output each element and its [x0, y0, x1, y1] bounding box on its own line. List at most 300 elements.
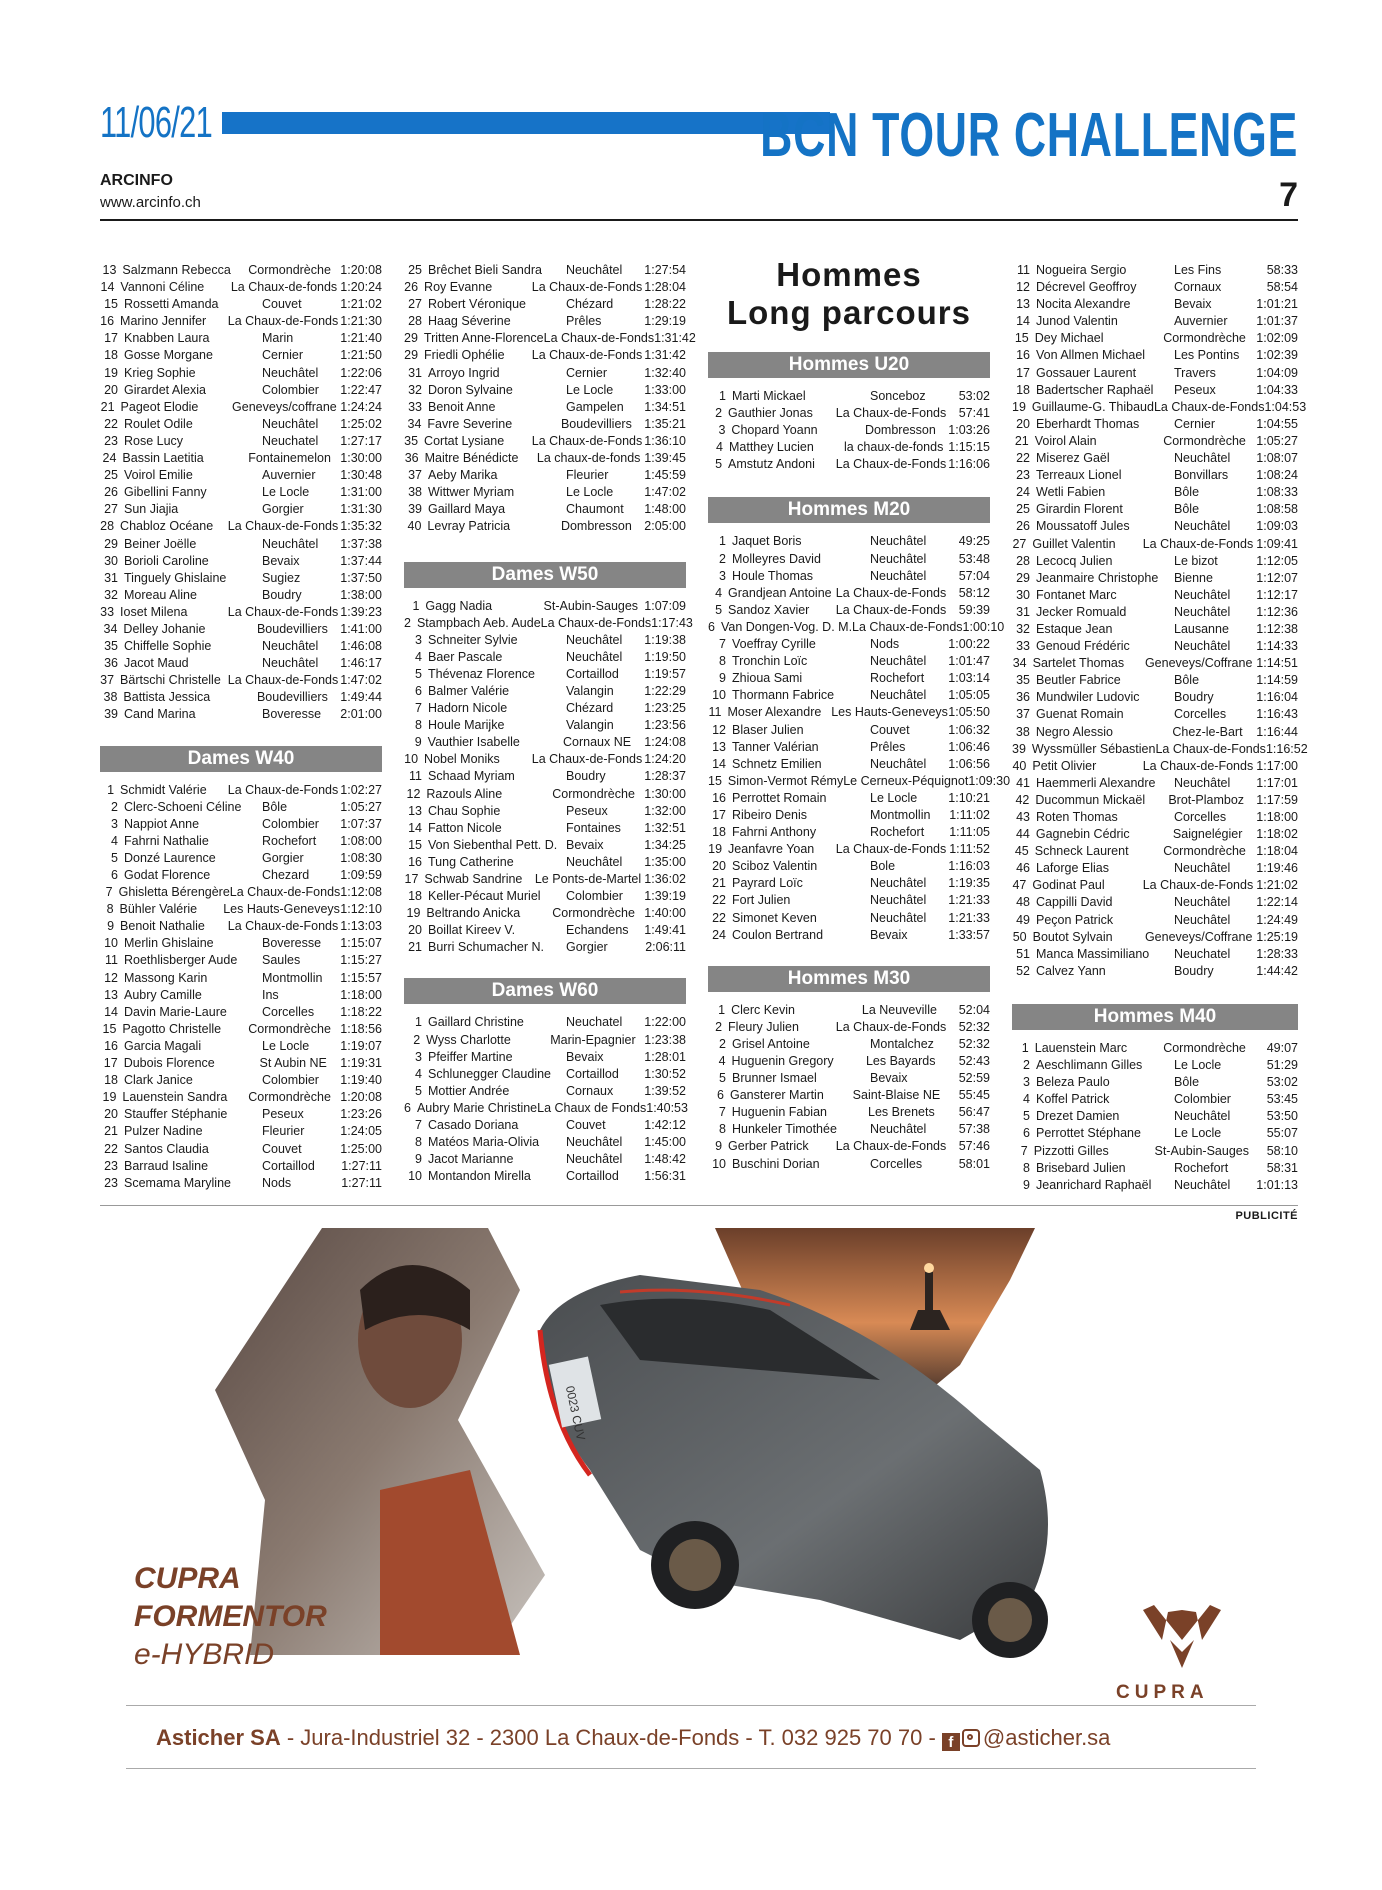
- result-rank: 3: [719, 568, 726, 583]
- result-city: Chezard: [262, 868, 310, 882]
- result-time: 1:48:42: [644, 1152, 686, 1167]
- result-name: Girardin Florent: [1036, 502, 1123, 517]
- result-city: Boudry: [262, 587, 302, 602]
- result-time: 1:41:00: [340, 621, 383, 636]
- result-rank: 40: [1012, 758, 1027, 773]
- result-name: Perrottet Stéphane: [1036, 1126, 1141, 1141]
- result-rank: 32: [104, 587, 118, 602]
- result-name: Gansterer Martin: [730, 1088, 824, 1103]
- result-city: St Aubin NE: [259, 1056, 327, 1071]
- result-city: Neuchatel: [1174, 946, 1231, 961]
- result-rank: 25: [408, 263, 422, 277]
- issue-date: 11/06/21: [100, 98, 213, 147]
- result-name: Schmidt Valérie: [120, 782, 207, 797]
- instagram-icon[interactable]: [962, 1729, 980, 1747]
- result-time: 1:22:00: [644, 1015, 686, 1030]
- result-time: 1:24:49: [1256, 912, 1298, 927]
- result-time: 56:47: [958, 1105, 990, 1120]
- result-time: 1:34:25: [644, 837, 686, 852]
- result-city: La Chaux-de-Fonds: [227, 782, 339, 797]
- result-time: 1:36:10: [644, 433, 686, 448]
- result-city: Neuchâtel: [870, 756, 927, 771]
- result-city: Geneveys/coffrane: [232, 399, 337, 414]
- result-name: Baer Pascale: [428, 649, 503, 664]
- result-time: 57:41: [958, 406, 990, 421]
- result-city: Neuchâtel: [566, 1152, 623, 1167]
- result-rank: 7: [718, 1105, 726, 1120]
- result-name: Godat Florence: [124, 868, 211, 882]
- result-rank: 21: [1014, 433, 1029, 448]
- result-city: Cornaux: [1174, 280, 1222, 295]
- result-time: 1:18:22: [340, 1004, 382, 1019]
- result-rank: 13: [104, 987, 118, 1002]
- result-city: La Chaux-de-Fonds: [531, 280, 643, 295]
- result-city: Neuchâtel: [262, 536, 319, 551]
- result-rank: 15: [708, 773, 722, 788]
- result-time: 1:28:22: [644, 297, 686, 312]
- result-time: 1:47:02: [644, 485, 686, 500]
- result-rank: 9: [715, 1139, 723, 1154]
- section-header-hommes-u20: Hommes U20: [708, 352, 990, 378]
- result-time: 58:10: [1266, 1143, 1298, 1158]
- result-time: 1:01:13: [1256, 1177, 1298, 1192]
- result-rank: 13: [408, 803, 422, 818]
- result-time: 1:48:00: [644, 502, 686, 517]
- result-city: Neuchâtel: [566, 263, 623, 277]
- result-city: La Chaux-de-Fonds: [227, 314, 339, 329]
- result-time: 49:25: [958, 534, 990, 549]
- result-rank: 33: [1016, 639, 1030, 654]
- result-city: Les Brenets: [868, 1105, 935, 1120]
- result-time: 1:02:09: [1256, 331, 1298, 346]
- result-name: Von Siebenthal Pett. D.: [428, 837, 558, 852]
- result-name: Keller-Pécaut Muriel: [428, 889, 541, 904]
- result-rank: 6: [404, 1100, 411, 1115]
- result-city: Corcelles: [870, 1156, 923, 1171]
- result-city: Rochefort: [1174, 1160, 1229, 1175]
- section-header-hommes-m40: Hommes M40: [1012, 1004, 1298, 1030]
- result-name: Beutler Fabrice: [1036, 673, 1121, 688]
- result-city: La Chaux-de-Fonds: [531, 348, 643, 363]
- result-time: 1:30:00: [644, 786, 686, 801]
- result-city: Rochefort: [870, 825, 925, 840]
- result-rank: 47: [1012, 878, 1027, 893]
- result-city: Bevaix: [566, 837, 604, 852]
- result-name: Clark Janice: [124, 1073, 193, 1088]
- result-time: 1:04:55: [1256, 416, 1298, 431]
- result-city: la chaux-de-fonds: [843, 440, 944, 455]
- result-rank: 6: [111, 868, 118, 882]
- result-city: Peseux: [566, 803, 608, 818]
- result-city: Neuchâtel: [1174, 895, 1231, 910]
- result-time: 1:16:44: [1256, 724, 1298, 739]
- result-city: Boveresse: [262, 707, 322, 722]
- result-city: La Chaux-de-Fonds: [1155, 741, 1266, 756]
- result-time: 1:12:36: [1256, 604, 1298, 619]
- result-rank: 5: [719, 1071, 726, 1086]
- result-name: Girardet Alexia: [124, 382, 206, 397]
- result-name: Von Allmen Michael: [1036, 348, 1146, 363]
- result-city: Sugiez: [262, 570, 301, 585]
- result-name: Payrard Loïc: [732, 876, 803, 891]
- result-rank: 10: [712, 688, 726, 703]
- result-rank: 42: [1015, 792, 1030, 807]
- result-rank: 36: [1016, 690, 1030, 705]
- result-time: 1:31:42: [654, 331, 696, 346]
- result-rank: 3: [415, 1049, 422, 1064]
- result-time: 1:19:35: [948, 876, 990, 891]
- result-time: 1:00:10: [962, 619, 1005, 634]
- result-time: 1:18:56: [340, 1021, 382, 1036]
- social-handle[interactable]: @asticher.sa: [982, 1725, 1111, 1750]
- result-time: 1:40:53: [646, 1100, 688, 1115]
- result-name: Schwab Sandrine: [424, 872, 523, 886]
- result-city: Valangin: [566, 683, 614, 698]
- result-time: 1:23:25: [644, 701, 686, 716]
- result-rank: 8: [415, 718, 422, 733]
- result-rank: 50: [1012, 929, 1027, 944]
- result-rank: 31: [408, 365, 422, 380]
- result-time: 1:08:33: [1256, 485, 1298, 500]
- result-name: Vauthier Isabelle: [427, 735, 520, 750]
- result-name: Huguenin Gregory: [731, 1054, 834, 1068]
- result-name: Aubry Camille: [124, 987, 202, 1002]
- result-city: Le Ponts-de-Martel: [534, 872, 642, 886]
- result-rank: 37: [408, 468, 422, 483]
- result-city: Neuchâtel: [1174, 451, 1231, 466]
- result-rank: 1: [412, 598, 420, 613]
- result-name: Eberhardt Thomas: [1036, 416, 1140, 431]
- result-city: Bole: [870, 859, 896, 874]
- result-name: Coulon Bertrand: [732, 927, 824, 942]
- result-rank: 21: [100, 399, 115, 414]
- result-city: Rochefort: [262, 833, 317, 848]
- result-time: 1:14:33: [1256, 639, 1298, 654]
- result-city: Cernier: [262, 348, 303, 363]
- result-rank: 19: [406, 906, 421, 921]
- result-time: 1:05:27: [1256, 433, 1298, 448]
- result-time: 1:14:59: [1256, 673, 1298, 688]
- result-name: Voeffray Cyrille: [732, 637, 816, 652]
- result-name: Gibellini Fanny: [124, 485, 207, 500]
- result-rank: 3: [1023, 1075, 1030, 1090]
- result-city: Nods: [870, 637, 900, 652]
- publication-url[interactable]: www.arcinfo.ch: [100, 194, 201, 211]
- result-name: Miserez Gaël: [1036, 451, 1110, 466]
- result-time: 1:35:32: [340, 519, 382, 534]
- result-name: Schlunegger Claudine: [428, 1066, 552, 1081]
- result-time: 1:35:00: [644, 854, 686, 869]
- result-name: Aeschlimann Gilles: [1036, 1058, 1143, 1073]
- result-city: Les Hauts-Geneveys: [223, 902, 340, 917]
- result-time: 58:33: [1266, 263, 1298, 277]
- result-city: Prêles: [870, 739, 906, 754]
- result-name: Fort Julien: [732, 893, 791, 908]
- result-time: 1:21:40: [340, 331, 382, 346]
- result-rank: 11: [409, 769, 422, 784]
- result-city: Le Locle: [262, 1038, 310, 1053]
- result-time: 1:25:19: [1256, 929, 1298, 944]
- result-rank: 26: [404, 280, 419, 295]
- result-time: 58:31: [1266, 1160, 1298, 1175]
- result-time: 1:18:00: [1256, 810, 1298, 824]
- result-name: Gagnebin Cédric: [1035, 827, 1130, 842]
- result-city: Cornaux: [566, 1083, 614, 1098]
- category-title: Hommes Long parcours: [726, 256, 972, 331]
- result-name: Merlin Ghislaine: [124, 936, 214, 951]
- result-city: Peseux: [262, 1107, 304, 1122]
- result-rank: 2: [1023, 1058, 1030, 1073]
- result-time: 1:30:00: [340, 451, 382, 466]
- result-name: Moussatoff Jules: [1036, 519, 1130, 534]
- result-time: 1:09:03: [1256, 519, 1298, 534]
- result-name: Tronchin Loïc: [732, 654, 808, 669]
- result-name: Sandoz Xavier: [728, 602, 810, 617]
- result-time: 1:19:38: [644, 632, 686, 647]
- result-name: Amstutz Andoni: [728, 457, 815, 472]
- result-rank: 2: [413, 1032, 421, 1047]
- result-city: Cortaillod: [566, 1066, 619, 1081]
- result-name: Laforge Elias: [1036, 861, 1109, 876]
- result-city: La Chaux-de-Fonds: [227, 673, 339, 688]
- result-name: Beiner Joëlle: [124, 536, 197, 551]
- result-time: 57:04: [958, 568, 990, 583]
- result-time: 53:45: [1266, 1092, 1298, 1107]
- result-time: 1:20:08: [340, 1090, 382, 1105]
- result-city: Neuchâtel: [1174, 639, 1231, 654]
- result-rank: 9: [1023, 1177, 1030, 1192]
- result-city: Les Fins: [1174, 263, 1222, 277]
- result-time: 1:37:44: [340, 553, 382, 568]
- result-rank: 1: [107, 782, 115, 797]
- result-rank: 9: [415, 1152, 422, 1167]
- result-rank: 14: [408, 820, 422, 835]
- result-name: Mottier Andrée: [428, 1083, 510, 1098]
- result-city: Neuchâtel: [870, 910, 927, 925]
- result-rank: 36: [404, 451, 419, 466]
- result-city: Echandens: [566, 923, 629, 938]
- result-time: 1:08:30: [340, 850, 382, 865]
- result-time: 1:06:56: [948, 756, 990, 771]
- result-rank: 32: [408, 382, 422, 397]
- result-city: Montalchez: [870, 1036, 934, 1051]
- result-time: 1:33:00: [644, 382, 686, 397]
- result-time: 2:01:00: [340, 707, 382, 722]
- result-rank: 35: [1016, 673, 1030, 688]
- result-name: Borioli Caroline: [124, 553, 209, 568]
- result-rank: 8: [1023, 1160, 1030, 1175]
- result-city: Cormondrèche: [248, 263, 331, 277]
- result-name: Marino Jennifer: [120, 314, 207, 329]
- result-city: Cormondrèche: [1163, 331, 1246, 346]
- result-city: Dombresson: [560, 519, 632, 534]
- result-time: 1:19:46: [1256, 861, 1298, 876]
- result-name: Arroyo Ingrid: [428, 365, 500, 380]
- result-rank: 4: [715, 585, 723, 600]
- result-name: Calvez Yann: [1036, 963, 1106, 978]
- result-time: 1:06:32: [948, 722, 990, 737]
- result-name: Tung Catherine: [428, 854, 514, 869]
- result-name: Koffel Patrick: [1036, 1092, 1110, 1107]
- publication-name: ARCINFO: [100, 172, 173, 189]
- result-name: Maitre Bénédicte: [424, 451, 519, 466]
- result-city: Neuchâtel: [566, 854, 623, 869]
- result-city: Saint-Blaise NE: [852, 1088, 941, 1103]
- result-rank: 25: [1016, 502, 1030, 517]
- result-rank: 5: [415, 666, 422, 681]
- page-number: 7: [1279, 176, 1298, 214]
- result-city: Prêles: [566, 314, 602, 329]
- result-time: 53:02: [1266, 1075, 1298, 1090]
- result-time: 51:29: [1266, 1058, 1298, 1073]
- result-name: Voirol Emilie: [124, 468, 193, 483]
- result-time: 1:33:57: [948, 927, 990, 942]
- result-time: 1:28:01: [644, 1049, 686, 1064]
- result-rank: 20: [104, 1107, 118, 1122]
- result-rank: 28: [1016, 553, 1030, 568]
- result-rank: 14: [100, 280, 115, 295]
- result-rank: 2: [404, 615, 411, 630]
- result-rank: 21: [712, 876, 726, 891]
- result-time: 1:05:27: [340, 799, 382, 814]
- result-name: Décrevel Geoffroy: [1036, 280, 1137, 295]
- result-city: La Chaux-de-Fonds: [540, 615, 652, 630]
- result-time: 1:27:17: [340, 433, 382, 448]
- result-name: Salzmann Rebecca: [122, 263, 231, 277]
- result-city: La Chaux-de-Fonds: [835, 1139, 947, 1154]
- result-time: 1:19:57: [644, 666, 686, 681]
- result-time: 1:17:01: [1256, 775, 1298, 790]
- result-city: Geneveys/Coffrane: [1144, 656, 1253, 671]
- result-time: 1:04:53: [1264, 399, 1307, 414]
- result-city: Neuchâtel: [1174, 861, 1231, 876]
- result-rank: 8: [719, 654, 726, 669]
- result-city: Bevaix: [870, 1071, 908, 1086]
- result-name: Battista Jessica: [123, 690, 211, 705]
- result-name: Jaquet Boris: [732, 534, 802, 549]
- result-city: Bevaix: [870, 927, 908, 942]
- result-time: 1:49:44: [340, 690, 383, 705]
- result-city: Neuchâtel: [870, 568, 927, 583]
- result-rank: 52: [1016, 963, 1030, 978]
- result-name: Cand Marina: [124, 707, 196, 722]
- result-rank: 17: [103, 1056, 118, 1071]
- result-time: 1:46:08: [340, 639, 382, 654]
- result-time: 1:28:33: [1256, 946, 1298, 961]
- result-city: Chézard: [566, 701, 614, 716]
- result-name: Levray Patricia: [427, 519, 511, 534]
- result-city: Boveresse: [262, 936, 322, 951]
- result-rank: 11: [708, 705, 722, 720]
- result-city: Travers: [1174, 365, 1216, 380]
- result-city: Chaumont: [566, 502, 624, 517]
- result-name: Wetli Fabien: [1036, 485, 1106, 500]
- result-time: 1:21:33: [948, 893, 990, 908]
- result-city: Neuchâtel: [262, 416, 319, 431]
- result-rank: 18: [408, 889, 422, 904]
- result-rank: 29: [404, 348, 419, 363]
- result-time: 1:28:04: [644, 280, 686, 295]
- result-rank: 24: [102, 451, 117, 466]
- result-city: La Chaux-de-Fonds: [531, 752, 643, 767]
- cupra-logo-icon: [1143, 1605, 1221, 1668]
- result-name: Houle Marijke: [428, 718, 505, 733]
- page-title: BCN TOUR CHALLENGE: [760, 101, 1298, 170]
- result-city: Le Locle: [262, 485, 310, 500]
- result-city: Chézard: [566, 297, 614, 312]
- result-time: 1:29:19: [644, 314, 686, 329]
- result-city: Bôle: [262, 799, 288, 814]
- result-time: 1:23:38: [644, 1032, 686, 1047]
- result-name: Ducommun Mickaël: [1035, 792, 1146, 807]
- result-city: Cernier: [566, 365, 607, 380]
- result-time: 1:34:51: [644, 399, 686, 414]
- result-name: Haag Séverine: [428, 314, 511, 329]
- result-time: 1:35:21: [644, 416, 687, 431]
- result-city: Bienne: [1174, 570, 1213, 585]
- result-name: Nobel Moniks: [424, 752, 500, 767]
- result-time: 1:19:07: [340, 1038, 382, 1053]
- result-city: Ins: [262, 987, 279, 1002]
- result-name: Roy Evanne: [424, 280, 493, 295]
- result-time: 1:08:24: [1256, 468, 1298, 483]
- result-time: 1:30:48: [340, 468, 382, 483]
- result-city: Cornaux NE: [562, 735, 632, 750]
- result-rank: 22: [1016, 451, 1030, 466]
- result-city: Corcelles: [1174, 810, 1227, 824]
- result-time: 1:31:30: [340, 502, 382, 517]
- result-city: Montmollin: [262, 970, 323, 985]
- result-rank: 13: [712, 739, 726, 754]
- result-rank: 34: [1012, 656, 1027, 671]
- facebook-icon[interactable]: f: [942, 1733, 960, 1751]
- result-name: Simon-Vermot Rémy: [727, 773, 844, 788]
- result-time: 1:38:00: [340, 587, 382, 602]
- result-time: 1:30:52: [644, 1066, 686, 1081]
- result-name: Rossetti Amanda: [124, 297, 219, 312]
- result-name: Cortat Lysiane: [424, 433, 505, 448]
- result-city: La Chaux-de-Fonds: [1142, 878, 1254, 893]
- result-name: Brunner Ismael: [732, 1071, 817, 1086]
- result-name: Roethlisberger Aude: [124, 953, 238, 968]
- result-city: Neuchâtel: [870, 876, 927, 891]
- result-name: Moreau Aline: [124, 587, 197, 602]
- result-time: 1:11:05: [949, 825, 990, 840]
- result-name: Schnetz Emilien: [732, 756, 822, 771]
- result-rank: 3: [111, 816, 118, 831]
- result-rank: 34: [103, 621, 118, 636]
- result-rank: 1: [415, 1015, 422, 1030]
- result-name: Delley Johanie: [123, 621, 206, 636]
- advert-label: PUBLICITÉ: [1235, 1210, 1298, 1222]
- result-name: Estaque Jean: [1036, 621, 1113, 636]
- result-name: Pagotto Christelle: [122, 1021, 222, 1036]
- result-city: Neuchâtel: [870, 551, 927, 566]
- result-name: Dubois Florence: [123, 1056, 215, 1071]
- result-name: Wittwer Myriam: [428, 485, 515, 500]
- result-city: La Chaux-de-Fonds: [852, 619, 963, 634]
- result-name: Gossauer Laurent: [1036, 365, 1137, 380]
- section-header-hommes-m30: Hommes M30: [708, 966, 990, 992]
- result-rank: 7: [719, 637, 726, 652]
- result-rank: 19: [1012, 399, 1026, 414]
- result-name: Gosse Morgane: [124, 348, 213, 363]
- result-time: 1:04:09: [1256, 365, 1298, 380]
- result-name: Hunkeler Timothée: [732, 1122, 837, 1137]
- result-rank: 25: [104, 468, 118, 483]
- result-rank: 9: [414, 735, 422, 750]
- result-time: 57:46: [958, 1139, 990, 1154]
